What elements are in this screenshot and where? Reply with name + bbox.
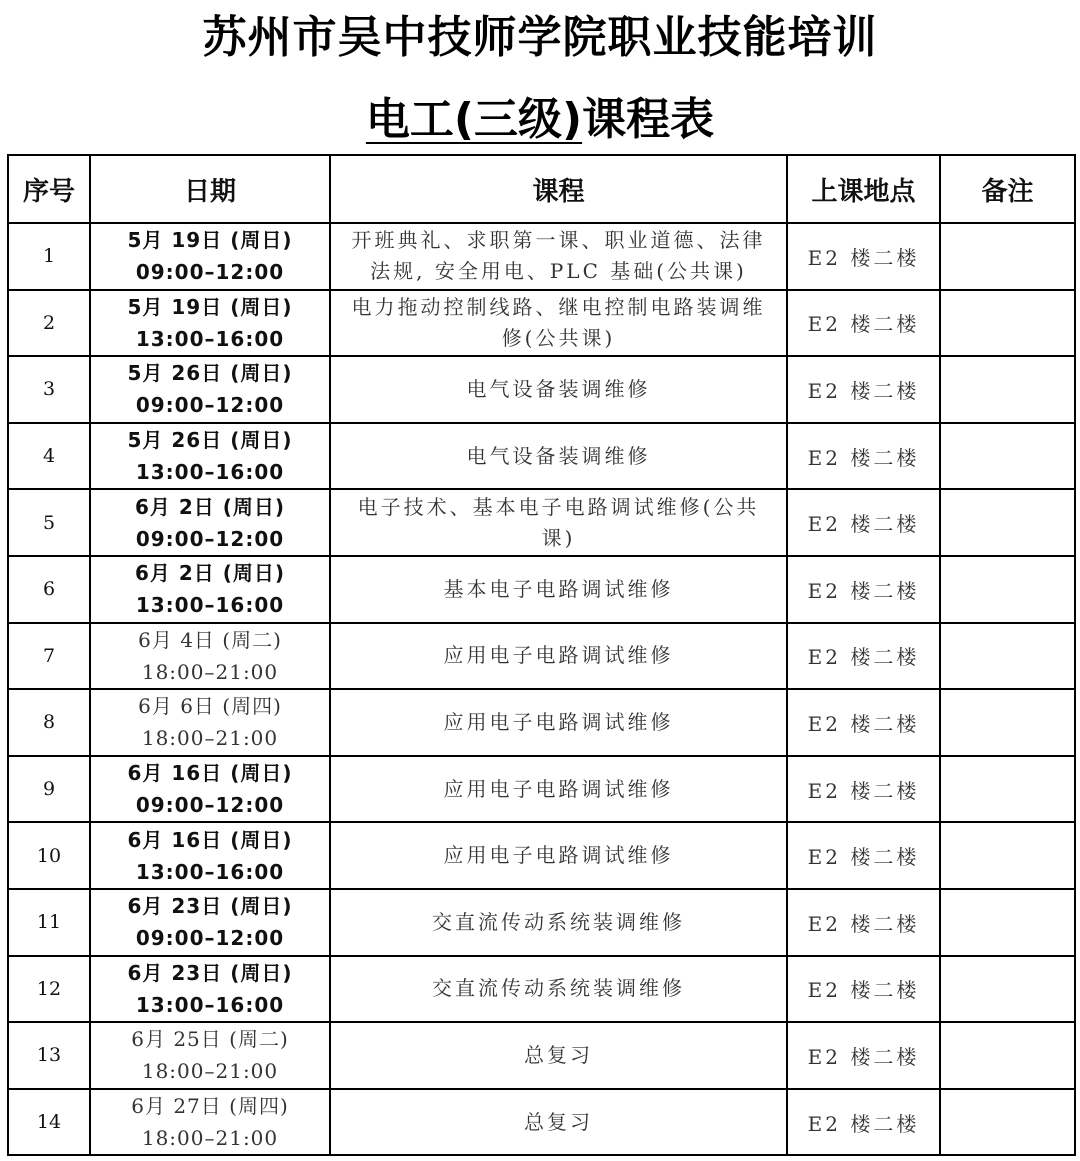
time-text: 18:00–21:00 <box>141 1059 279 1084</box>
row-number: 12 <box>8 956 90 1023</box>
table-row <box>8 956 1075 1023</box>
row-date <box>90 889 330 956</box>
table-row <box>8 356 1075 423</box>
table-row <box>8 689 1075 756</box>
row-note <box>940 290 1075 357</box>
row-note <box>940 756 1075 823</box>
row-note <box>940 956 1075 1023</box>
row-note <box>940 1089 1075 1156</box>
row-location: E2 楼二楼 <box>787 889 940 956</box>
time-text: 09:00–12:00 <box>135 793 285 818</box>
time-text: 09:00–12:00 <box>135 260 285 285</box>
table-row <box>8 556 1075 623</box>
date-text: 6月 6日 (周四) <box>138 694 282 719</box>
header-no: 序号 <box>8 155 90 223</box>
table-row <box>8 1022 1075 1089</box>
row-location: E2 楼二楼 <box>787 423 940 490</box>
time-text: 18:00–21:00 <box>141 726 279 751</box>
row-note <box>940 423 1075 490</box>
row-location: E2 楼二楼 <box>787 356 940 423</box>
row-course: 开班典礼、求职第一课、职业道德、法律法规, 安全用电、PLC 基础(公共课) <box>330 223 787 290</box>
row-number: 6 <box>8 556 90 623</box>
row-course: 应用电子电路调试维修 <box>330 756 787 823</box>
date-text: 6月 27日 (周四) <box>131 1094 289 1119</box>
row-number: 14 <box>8 1089 90 1156</box>
row-date <box>90 356 330 423</box>
row-location: E2 楼二楼 <box>787 556 940 623</box>
date-text: 6月 2日 (周日) <box>134 494 286 519</box>
header-course: 课程 <box>330 155 787 223</box>
row-number: 4 <box>8 423 90 490</box>
row-course: 总复习 <box>330 1089 787 1156</box>
row-date <box>90 822 330 889</box>
row-date <box>90 423 330 490</box>
date-text: 6月 23日 (周日) <box>127 894 293 919</box>
row-note <box>940 623 1075 690</box>
row-course: 基本电子电路调试维修 <box>330 556 787 623</box>
row-location: E2 楼二楼 <box>787 223 940 290</box>
date-text: 5月 19日 (周日) <box>127 228 293 253</box>
row-number: 5 <box>8 489 90 556</box>
schedule-table <box>7 154 1076 1156</box>
row-date <box>90 489 330 556</box>
date-text: 6月 4日 (周二) <box>138 627 282 652</box>
row-location: E2 楼二楼 <box>787 756 940 823</box>
row-course: 电气设备装调维修 <box>330 423 787 490</box>
time-text: 13:00–16:00 <box>135 593 285 618</box>
table-row <box>8 623 1075 690</box>
date-text: 5月 26日 (周日) <box>127 428 293 453</box>
row-note <box>940 223 1075 290</box>
row-location: E2 楼二楼 <box>787 1022 940 1089</box>
table-row <box>8 423 1075 490</box>
table-body <box>8 223 1075 1155</box>
table-row <box>8 756 1075 823</box>
row-date <box>90 223 330 290</box>
table-row <box>8 489 1075 556</box>
row-location: E2 楼二楼 <box>787 489 940 556</box>
row-number: 8 <box>8 689 90 756</box>
row-number: 7 <box>8 623 90 690</box>
table-header-row <box>8 155 1075 223</box>
header-date: 日期 <box>90 155 330 223</box>
row-course: 电子技术、基本电子电路调试维修(公共课) <box>330 489 787 556</box>
row-location: E2 楼二楼 <box>787 623 940 690</box>
row-note <box>940 556 1075 623</box>
time-text: 13:00–16:00 <box>135 460 285 485</box>
row-course: 应用电子电路调试维修 <box>330 822 787 889</box>
row-date <box>90 756 330 823</box>
row-course: 电气设备装调维修 <box>330 356 787 423</box>
time-text: 09:00–12:00 <box>135 926 285 951</box>
row-location: E2 楼二楼 <box>787 689 940 756</box>
time-text: 18:00–21:00 <box>141 1126 279 1151</box>
page-title: 苏州市吴中技师学院职业技能培训 <box>202 12 878 63</box>
row-course: 应用电子电路调试维修 <box>330 623 787 690</box>
row-course: 交直流传动系统装调维修 <box>330 889 787 956</box>
row-note <box>940 822 1075 889</box>
row-course: 应用电子电路调试维修 <box>330 689 787 756</box>
date-text: 6月 2日 (周日) <box>134 561 286 586</box>
table-row <box>8 290 1075 357</box>
row-number: 9 <box>8 756 90 823</box>
time-text: 13:00–16:00 <box>135 326 285 351</box>
date-text: 6月 23日 (周日) <box>127 960 293 985</box>
date-text: 5月 19日 (周日) <box>127 294 293 319</box>
table-row <box>8 1089 1075 1156</box>
row-location: E2 楼二楼 <box>787 290 940 357</box>
row-course: 电力拖动控制线路、继电控制电路装调维修(公共课) <box>330 290 787 357</box>
time-text: 09:00–12:00 <box>135 393 285 418</box>
header-location: 上课地点 <box>787 155 940 223</box>
row-date <box>90 689 330 756</box>
row-date <box>90 956 330 1023</box>
table-row <box>8 822 1075 889</box>
row-date <box>90 623 330 690</box>
row-course: 交直流传动系统装调维修 <box>330 956 787 1023</box>
header-note: 备注 <box>940 155 1075 223</box>
time-text: 18:00–21:00 <box>141 659 279 684</box>
row-number: 2 <box>8 290 90 357</box>
row-location: E2 楼二楼 <box>787 956 940 1023</box>
row-number: 1 <box>8 223 90 290</box>
row-note <box>940 1022 1075 1089</box>
table-row <box>8 889 1075 956</box>
time-text: 13:00–16:00 <box>135 859 285 884</box>
date-text: 6月 25日 (周二) <box>131 1027 289 1052</box>
row-note <box>940 356 1075 423</box>
row-location: E2 楼二楼 <box>787 1089 940 1156</box>
row-date <box>90 290 330 357</box>
row-date <box>90 556 330 623</box>
row-location: E2 楼二楼 <box>787 822 940 889</box>
time-text: 13:00–16:00 <box>135 992 285 1017</box>
time-text: 09:00–12:00 <box>135 526 285 551</box>
row-note <box>940 889 1075 956</box>
date-text: 6月 16日 (周日) <box>127 761 293 786</box>
subtitle-underlined: 电工(三级) <box>365 94 583 145</box>
row-date <box>90 1089 330 1156</box>
table-row <box>8 223 1075 290</box>
row-number: 13 <box>8 1022 90 1089</box>
row-date <box>90 1022 330 1089</box>
row-number: 11 <box>8 889 90 956</box>
page-subtitle <box>0 90 1080 150</box>
row-course: 总复习 <box>330 1022 787 1089</box>
row-note <box>940 689 1075 756</box>
date-text: 6月 16日 (周日) <box>127 827 293 852</box>
row-number: 3 <box>8 356 90 423</box>
row-number: 10 <box>8 822 90 889</box>
row-note <box>940 489 1075 556</box>
date-text: 5月 26日 (周日) <box>127 361 293 386</box>
subtitle-rest: 课程表 <box>582 94 715 145</box>
